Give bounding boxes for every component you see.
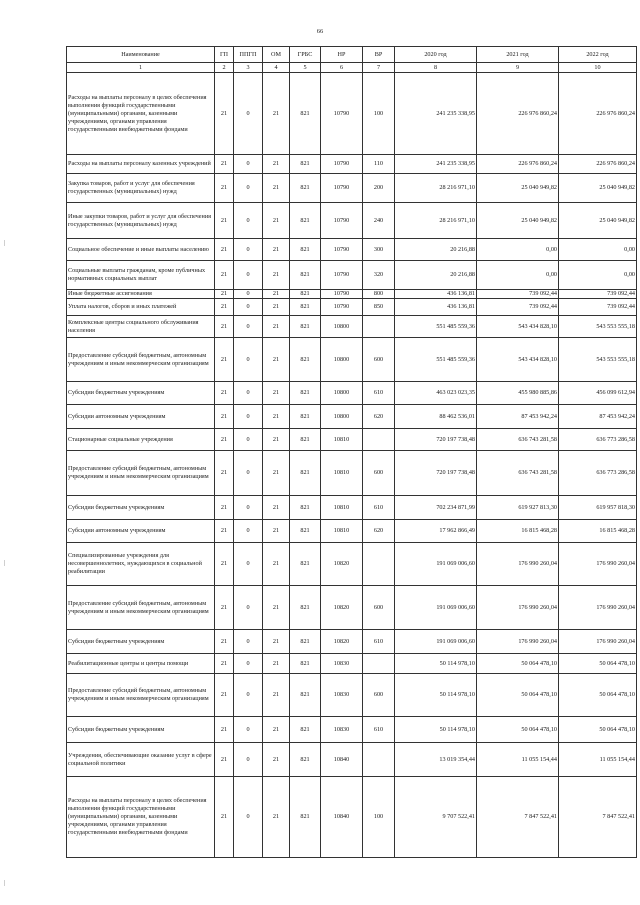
cell-grbs: 821 bbox=[290, 630, 321, 654]
cell-2020: 50 114 978,10 bbox=[395, 654, 477, 674]
cell-gp: 21 bbox=[215, 496, 234, 520]
cell-vr: 200 bbox=[363, 174, 395, 203]
cell-2020: 191 069 006,60 bbox=[395, 630, 477, 654]
table-row bbox=[67, 520, 637, 543]
cell-grbs: 821 bbox=[290, 316, 321, 338]
cell-2020: 13 019 354,44 bbox=[395, 743, 477, 777]
cell-2021: 636 743 281,58 bbox=[477, 451, 559, 496]
cell-ppgp: 0 bbox=[234, 382, 263, 405]
table-row bbox=[67, 429, 637, 451]
row-name: Расходы на выплаты персоналу в целях обеспечения выполнения функций государственными (муниципальными) органами, казенными учреждениями, органами управления государственными внебюджетными фондами bbox=[67, 777, 215, 858]
cell-gp: 21 bbox=[215, 73, 234, 155]
cell-nr: 10830 bbox=[321, 674, 363, 717]
cell-2021: 636 743 281,58 bbox=[477, 429, 559, 451]
cell-vr: 610 bbox=[363, 382, 395, 405]
cell-ppgp: 0 bbox=[234, 520, 263, 543]
table-row bbox=[67, 777, 637, 858]
cell-om: 21 bbox=[263, 203, 290, 239]
cell-grbs: 821 bbox=[290, 299, 321, 316]
cell-nr: 10800 bbox=[321, 338, 363, 382]
cell-om: 21 bbox=[263, 261, 290, 290]
cell-2021: 176 990 260,04 bbox=[477, 543, 559, 586]
cell-ppgp: 0 bbox=[234, 496, 263, 520]
index-cell: 10 bbox=[559, 63, 637, 73]
cell-vr bbox=[363, 743, 395, 777]
cell-ppgp: 0 bbox=[234, 239, 263, 261]
cell-nr: 10810 bbox=[321, 451, 363, 496]
cell-gp: 21 bbox=[215, 777, 234, 858]
header-2020: 2020 год bbox=[395, 47, 477, 63]
index-cell: 1 bbox=[67, 63, 215, 73]
header-2022: 2022 год bbox=[559, 47, 637, 63]
cell-nr: 10820 bbox=[321, 630, 363, 654]
index-cell: 9 bbox=[477, 63, 559, 73]
cell-ppgp: 0 bbox=[234, 405, 263, 429]
cell-grbs: 821 bbox=[290, 261, 321, 290]
cell-2020: 20 216,88 bbox=[395, 239, 477, 261]
cell-nr: 10790 bbox=[321, 239, 363, 261]
cell-vr: 850 bbox=[363, 299, 395, 316]
cell-om: 21 bbox=[263, 717, 290, 743]
cell-vr: 110 bbox=[363, 155, 395, 174]
cell-2022: 226 976 860,24 bbox=[559, 155, 637, 174]
index-cell: 8 bbox=[395, 63, 477, 73]
cell-vr: 620 bbox=[363, 405, 395, 429]
cell-vr: 610 bbox=[363, 717, 395, 743]
cell-nr: 10790 bbox=[321, 290, 363, 299]
cell-om: 21 bbox=[263, 496, 290, 520]
cell-2021: 16 815 468,28 bbox=[477, 520, 559, 543]
cell-gp: 21 bbox=[215, 174, 234, 203]
cell-gp: 21 bbox=[215, 586, 234, 630]
cell-grbs: 821 bbox=[290, 520, 321, 543]
cell-2021: 455 980 885,86 bbox=[477, 382, 559, 405]
header-row bbox=[67, 47, 637, 63]
cell-2022: 87 453 942,24 bbox=[559, 405, 637, 429]
header-grbs: ГРБС bbox=[290, 47, 321, 63]
table-row bbox=[67, 630, 637, 654]
table-row bbox=[67, 239, 637, 261]
cell-2022: 739 092,44 bbox=[559, 299, 637, 316]
cell-2022: 636 773 286,58 bbox=[559, 429, 637, 451]
cell-grbs: 821 bbox=[290, 451, 321, 496]
cell-2021: 25 040 949,82 bbox=[477, 174, 559, 203]
cell-nr: 10790 bbox=[321, 73, 363, 155]
cell-gp: 21 bbox=[215, 338, 234, 382]
cell-grbs: 821 bbox=[290, 382, 321, 405]
cell-grbs: 821 bbox=[290, 586, 321, 630]
cell-nr: 10830 bbox=[321, 654, 363, 674]
cell-ppgp: 0 bbox=[234, 299, 263, 316]
cell-2021: 739 092,44 bbox=[477, 290, 559, 299]
cell-2022: 636 773 286,58 bbox=[559, 451, 637, 496]
header-nr: НР bbox=[321, 47, 363, 63]
cell-2020: 20 216,88 bbox=[395, 261, 477, 290]
cell-ppgp: 0 bbox=[234, 630, 263, 654]
cell-nr: 10810 bbox=[321, 496, 363, 520]
cell-2020: 241 235 338,95 bbox=[395, 73, 477, 155]
cell-gp: 21 bbox=[215, 520, 234, 543]
budget-table bbox=[66, 46, 637, 858]
cell-om: 21 bbox=[263, 174, 290, 203]
cell-om: 21 bbox=[263, 405, 290, 429]
cell-gp: 21 bbox=[215, 316, 234, 338]
cell-2022: 25 040 949,82 bbox=[559, 174, 637, 203]
cell-ppgp: 0 bbox=[234, 338, 263, 382]
cell-ppgp: 0 bbox=[234, 316, 263, 338]
cell-2021: 176 990 260,04 bbox=[477, 630, 559, 654]
cell-ppgp: 0 bbox=[234, 451, 263, 496]
cell-2021: 87 453 942,24 bbox=[477, 405, 559, 429]
index-cell: 4 bbox=[263, 63, 290, 73]
cell-nr: 10820 bbox=[321, 586, 363, 630]
cell-2022: 456 099 612,94 bbox=[559, 382, 637, 405]
cell-ppgp: 0 bbox=[234, 743, 263, 777]
cell-vr: 600 bbox=[363, 338, 395, 382]
row-name: Предоставление субсидий бюджетным, автономным учреждениям и иным некоммерческим организациям bbox=[67, 338, 215, 382]
row-name: Субсидии бюджетным учреждениям bbox=[67, 630, 215, 654]
table-row bbox=[67, 316, 637, 338]
cell-om: 21 bbox=[263, 338, 290, 382]
row-name: Субсидии автономным учреждениям bbox=[67, 405, 215, 429]
cell-grbs: 821 bbox=[290, 174, 321, 203]
cell-grbs: 821 bbox=[290, 777, 321, 858]
header-ppgp: ППГП bbox=[234, 47, 263, 63]
cell-2021: 226 976 860,24 bbox=[477, 73, 559, 155]
cell-om: 21 bbox=[263, 451, 290, 496]
row-name: Расходы на выплаты персоналу казенных учреждений bbox=[67, 155, 215, 174]
cell-vr bbox=[363, 429, 395, 451]
cell-2021: 619 927 813,30 bbox=[477, 496, 559, 520]
cell-ppgp: 0 bbox=[234, 174, 263, 203]
cell-2022: 16 815 468,28 bbox=[559, 520, 637, 543]
table-row bbox=[67, 382, 637, 405]
header-gp: ГП bbox=[215, 47, 234, 63]
cell-2022: 739 092,44 bbox=[559, 290, 637, 299]
cell-gp: 21 bbox=[215, 261, 234, 290]
cell-2021: 7 847 522,41 bbox=[477, 777, 559, 858]
cell-grbs: 821 bbox=[290, 155, 321, 174]
cell-2020: 551 485 559,36 bbox=[395, 316, 477, 338]
cell-2021: 176 990 260,04 bbox=[477, 586, 559, 630]
row-name: Уплата налогов, сборов и иных платежей bbox=[67, 299, 215, 316]
cell-grbs: 821 bbox=[290, 743, 321, 777]
cell-vr: 600 bbox=[363, 451, 395, 496]
row-name: Закупка товаров, работ и услуг для обеспечения государственных (муниципальных) нужд bbox=[67, 174, 215, 203]
table-row bbox=[67, 261, 637, 290]
cell-nr: 10810 bbox=[321, 520, 363, 543]
cell-nr: 10840 bbox=[321, 777, 363, 858]
cell-2022: 543 553 555,18 bbox=[559, 316, 637, 338]
cell-2021: 11 055 154,44 bbox=[477, 743, 559, 777]
header-vr: ВР bbox=[363, 47, 395, 63]
cell-om: 21 bbox=[263, 520, 290, 543]
row-name: Субсидии автономным учреждениям bbox=[67, 520, 215, 543]
cell-nr: 10790 bbox=[321, 155, 363, 174]
cell-grbs: 821 bbox=[290, 496, 321, 520]
cell-2020: 436 136,81 bbox=[395, 299, 477, 316]
cell-gp: 21 bbox=[215, 674, 234, 717]
cell-grbs: 821 bbox=[290, 203, 321, 239]
cell-gp: 21 bbox=[215, 382, 234, 405]
cell-2021: 739 092,44 bbox=[477, 299, 559, 316]
cell-ppgp: 0 bbox=[234, 290, 263, 299]
cell-gp: 21 bbox=[215, 405, 234, 429]
table-row bbox=[67, 174, 637, 203]
row-name: Расходы на выплаты персоналу в целях обеспечения выполнения функций государственными (муниципальными) органами, казенными учреждениями, органами управления государственными внебюджетными фондами bbox=[67, 73, 215, 155]
table-row bbox=[67, 290, 637, 299]
cell-2021: 0,00 bbox=[477, 261, 559, 290]
cell-grbs: 821 bbox=[290, 73, 321, 155]
cell-grbs: 821 bbox=[290, 429, 321, 451]
cell-vr: 620 bbox=[363, 520, 395, 543]
cell-om: 21 bbox=[263, 543, 290, 586]
cell-2022: 11 055 154,44 bbox=[559, 743, 637, 777]
cell-om: 21 bbox=[263, 155, 290, 174]
header-2021: 2021 год bbox=[477, 47, 559, 63]
cell-2020: 88 462 536,01 bbox=[395, 405, 477, 429]
row-name: Предоставление субсидий бюджетным, автономным учреждениям и иным некоммерческим организациям bbox=[67, 586, 215, 630]
cell-2020: 28 216 971,10 bbox=[395, 174, 477, 203]
cell-2022: 50 064 478,10 bbox=[559, 654, 637, 674]
cell-om: 21 bbox=[263, 299, 290, 316]
cell-vr: 100 bbox=[363, 777, 395, 858]
cell-grbs: 821 bbox=[290, 654, 321, 674]
row-name: Субсидии бюджетным учреждениям bbox=[67, 382, 215, 405]
cell-ppgp: 0 bbox=[234, 777, 263, 858]
page-number: 66 bbox=[316, 28, 324, 35]
cell-gp: 21 bbox=[215, 451, 234, 496]
cell-gp: 21 bbox=[215, 543, 234, 586]
cell-gp: 21 bbox=[215, 299, 234, 316]
table-row bbox=[67, 743, 637, 777]
cell-om: 21 bbox=[263, 382, 290, 405]
cell-2022: 176 990 260,04 bbox=[559, 630, 637, 654]
cell-ppgp: 0 bbox=[234, 203, 263, 239]
cell-vr: 240 bbox=[363, 203, 395, 239]
cell-2021: 543 434 828,10 bbox=[477, 316, 559, 338]
row-name: Социальное обеспечение и иные выплаты населению bbox=[67, 239, 215, 261]
cell-grbs: 821 bbox=[290, 717, 321, 743]
row-name: Предоставление субсидий бюджетным, автономным учреждениям и иным некоммерческим организациям bbox=[67, 674, 215, 717]
cell-2022: 619 957 818,30 bbox=[559, 496, 637, 520]
table-row bbox=[67, 405, 637, 429]
row-name: Субсидии бюджетным учреждениям bbox=[67, 717, 215, 743]
cell-gp: 21 bbox=[215, 630, 234, 654]
cell-2020: 702 234 871,99 bbox=[395, 496, 477, 520]
row-name: Предоставление субсидий бюджетным, автономным учреждениям и иным некоммерческим организациям bbox=[67, 451, 215, 496]
cell-om: 21 bbox=[263, 654, 290, 674]
cell-om: 21 bbox=[263, 777, 290, 858]
index-cell: 6 bbox=[321, 63, 363, 73]
cell-gp: 21 bbox=[215, 290, 234, 299]
row-name: Реабилитационные центры и центры помощи bbox=[67, 654, 215, 674]
cell-vr: 600 bbox=[363, 586, 395, 630]
cell-om: 21 bbox=[263, 290, 290, 299]
cell-2022: 50 064 478,10 bbox=[559, 717, 637, 743]
cell-2020: 551 485 559,36 bbox=[395, 338, 477, 382]
table-row bbox=[67, 73, 637, 155]
index-cell: 5 bbox=[290, 63, 321, 73]
cell-gp: 21 bbox=[215, 203, 234, 239]
cell-2020: 9 707 522,41 bbox=[395, 777, 477, 858]
cell-ppgp: 0 bbox=[234, 717, 263, 743]
cell-om: 21 bbox=[263, 586, 290, 630]
table-row bbox=[67, 654, 637, 674]
table-body bbox=[67, 73, 637, 858]
table-row bbox=[67, 203, 637, 239]
cell-2020: 241 235 338,95 bbox=[395, 155, 477, 174]
cell-gp: 21 bbox=[215, 654, 234, 674]
cell-grbs: 821 bbox=[290, 290, 321, 299]
cell-2021: 25 040 949,82 bbox=[477, 203, 559, 239]
cell-2022: 25 040 949,82 bbox=[559, 203, 637, 239]
cell-2020: 17 962 866,49 bbox=[395, 520, 477, 543]
index-cell: 2 bbox=[215, 63, 234, 73]
cell-2022: 226 976 860,24 bbox=[559, 73, 637, 155]
table-row bbox=[67, 543, 637, 586]
scan-mark bbox=[4, 240, 5, 246]
cell-2022: 7 847 522,41 bbox=[559, 777, 637, 858]
row-name: Комплексные центры социального обслуживания населения bbox=[67, 316, 215, 338]
cell-2020: 191 069 006,60 bbox=[395, 543, 477, 586]
cell-vr bbox=[363, 654, 395, 674]
cell-nr: 10800 bbox=[321, 405, 363, 429]
table-row bbox=[67, 299, 637, 316]
cell-ppgp: 0 bbox=[234, 261, 263, 290]
cell-om: 21 bbox=[263, 743, 290, 777]
cell-2021: 50 064 478,10 bbox=[477, 717, 559, 743]
cell-2022: 176 990 260,04 bbox=[559, 586, 637, 630]
cell-2022: 0,00 bbox=[559, 239, 637, 261]
cell-gp: 21 bbox=[215, 155, 234, 174]
row-name: Субсидии бюджетным учреждениям bbox=[67, 496, 215, 520]
cell-om: 21 bbox=[263, 674, 290, 717]
scan-mark bbox=[4, 560, 5, 566]
cell-vr bbox=[363, 543, 395, 586]
cell-grbs: 821 bbox=[290, 405, 321, 429]
cell-ppgp: 0 bbox=[234, 429, 263, 451]
cell-vr: 800 bbox=[363, 290, 395, 299]
cell-vr: 100 bbox=[363, 73, 395, 155]
header-om: ОМ bbox=[263, 47, 290, 63]
cell-2020: 50 114 978,10 bbox=[395, 717, 477, 743]
cell-2020: 720 197 738,48 bbox=[395, 451, 477, 496]
cell-nr: 10790 bbox=[321, 203, 363, 239]
cell-ppgp: 0 bbox=[234, 73, 263, 155]
cell-2022: 176 990 260,04 bbox=[559, 543, 637, 586]
cell-2022: 50 064 478,10 bbox=[559, 674, 637, 717]
row-name: Социальные выплаты гражданам, кроме публичных нормативных социальных выплат bbox=[67, 261, 215, 290]
cell-gp: 21 bbox=[215, 717, 234, 743]
cell-vr: 300 bbox=[363, 239, 395, 261]
table-row bbox=[67, 155, 637, 174]
row-name: Иные закупки товаров, работ и услуг для обеспечения государственных (муниципальных) нужд bbox=[67, 203, 215, 239]
cell-nr: 10790 bbox=[321, 299, 363, 316]
cell-2022: 0,00 bbox=[559, 261, 637, 290]
cell-2020: 191 069 006,60 bbox=[395, 586, 477, 630]
table-row bbox=[67, 496, 637, 520]
cell-ppgp: 0 bbox=[234, 543, 263, 586]
cell-2021: 226 976 860,24 bbox=[477, 155, 559, 174]
row-name: Стационарные социальные учреждения bbox=[67, 429, 215, 451]
cell-nr: 10840 bbox=[321, 743, 363, 777]
row-name: Специализированные учреждения для несовершеннолетних, нуждающихся в социальной реабилитации bbox=[67, 543, 215, 586]
cell-nr: 10820 bbox=[321, 543, 363, 586]
row-name: Учреждения, обеспечивающие оказание услуг в сфере социальной политики bbox=[67, 743, 215, 777]
cell-2021: 0,00 bbox=[477, 239, 559, 261]
scan-mark bbox=[4, 880, 5, 886]
table-row bbox=[67, 451, 637, 496]
cell-ppgp: 0 bbox=[234, 654, 263, 674]
table-row bbox=[67, 674, 637, 717]
cell-2020: 436 136,81 bbox=[395, 290, 477, 299]
cell-ppgp: 0 bbox=[234, 155, 263, 174]
cell-nr: 10790 bbox=[321, 261, 363, 290]
cell-2020: 720 197 738,48 bbox=[395, 429, 477, 451]
cell-grbs: 821 bbox=[290, 674, 321, 717]
cell-2020: 463 023 023,35 bbox=[395, 382, 477, 405]
cell-2022: 543 553 555,18 bbox=[559, 338, 637, 382]
cell-vr: 610 bbox=[363, 630, 395, 654]
cell-2020: 28 216 971,10 bbox=[395, 203, 477, 239]
cell-ppgp: 0 bbox=[234, 586, 263, 630]
cell-om: 21 bbox=[263, 316, 290, 338]
cell-grbs: 821 bbox=[290, 338, 321, 382]
row-name: Иные бюджетные ассигнования bbox=[67, 290, 215, 299]
index-cell: 7 bbox=[363, 63, 395, 73]
cell-gp: 21 bbox=[215, 743, 234, 777]
cell-ppgp: 0 bbox=[234, 674, 263, 717]
table-row bbox=[67, 338, 637, 382]
cell-grbs: 821 bbox=[290, 543, 321, 586]
cell-vr: 600 bbox=[363, 674, 395, 717]
cell-vr: 610 bbox=[363, 496, 395, 520]
cell-vr: 320 bbox=[363, 261, 395, 290]
index-cell: 3 bbox=[234, 63, 263, 73]
cell-2021: 50 064 478,10 bbox=[477, 674, 559, 717]
cell-vr bbox=[363, 316, 395, 338]
cell-om: 21 bbox=[263, 429, 290, 451]
cell-om: 21 bbox=[263, 239, 290, 261]
cell-om: 21 bbox=[263, 73, 290, 155]
cell-2021: 50 064 478,10 bbox=[477, 654, 559, 674]
table-row bbox=[67, 586, 637, 630]
cell-2021: 543 434 828,10 bbox=[477, 338, 559, 382]
cell-om: 21 bbox=[263, 630, 290, 654]
cell-2020: 50 114 978,10 bbox=[395, 674, 477, 717]
cell-nr: 10830 bbox=[321, 717, 363, 743]
cell-nr: 10790 bbox=[321, 174, 363, 203]
cell-nr: 10800 bbox=[321, 316, 363, 338]
cell-gp: 21 bbox=[215, 239, 234, 261]
table-row bbox=[67, 717, 637, 743]
cell-grbs: 821 bbox=[290, 239, 321, 261]
cell-nr: 10810 bbox=[321, 429, 363, 451]
header-name: Наименование bbox=[67, 47, 215, 63]
cell-nr: 10800 bbox=[321, 382, 363, 405]
index-row bbox=[67, 63, 637, 73]
cell-gp: 21 bbox=[215, 429, 234, 451]
